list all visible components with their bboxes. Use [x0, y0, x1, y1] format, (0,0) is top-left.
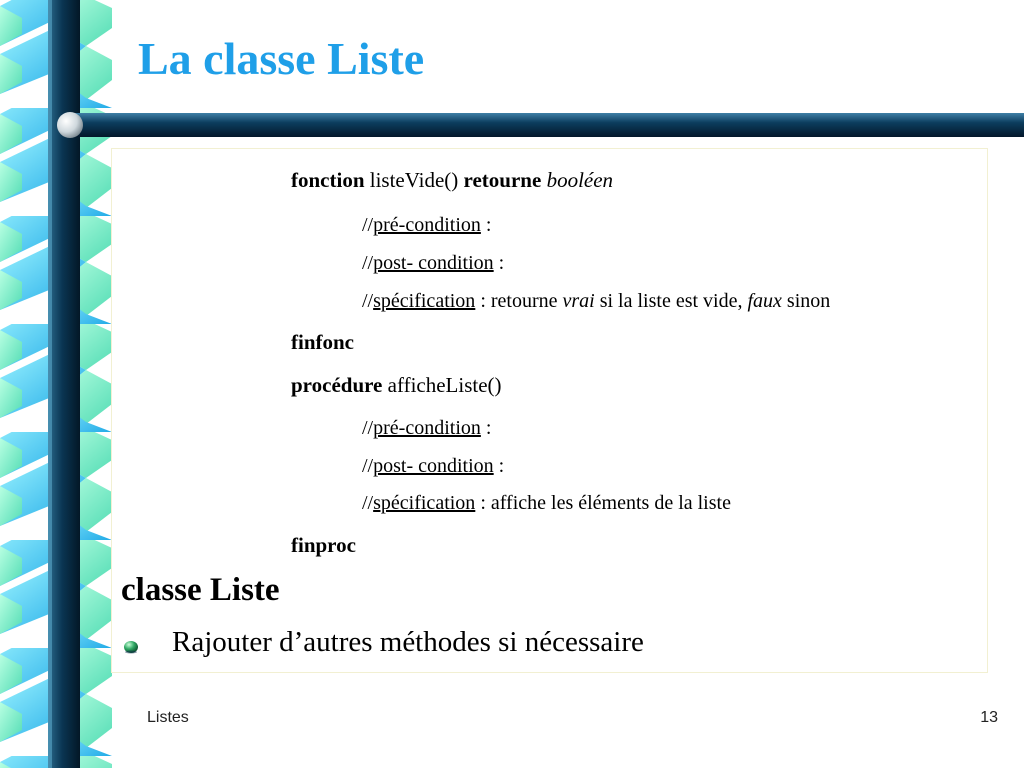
bullet-gem-icon — [123, 638, 139, 654]
code-line-specification: //spécification : affiche les éléments de la liste — [362, 492, 731, 514]
footer-section-label: Listes — [147, 709, 189, 726]
precondition-label: pré-condition — [373, 417, 481, 439]
page-number: 13 — [980, 709, 998, 726]
postcondition-label: post- condition — [373, 252, 494, 274]
code-line-precondition: //pré-condition : — [362, 214, 492, 236]
title-rule — [56, 110, 1024, 140]
return-type: booléen — [546, 168, 614, 192]
code-line-postcondition: //post- condition : — [362, 252, 505, 274]
bullet-item: Rajouter d’autres méthodes si nécessaire — [172, 626, 644, 658]
specification-label: spécification — [373, 492, 476, 514]
section-heading: classe Liste — [121, 572, 280, 608]
code-line-procedure-signature — [291, 373, 502, 398]
page-title: La classe Liste — [138, 33, 425, 84]
code-line-specification: //spécification : retourne vrai si la liste est vide, faux sinon — [362, 290, 831, 312]
code-line-precondition: //pré-condition : — [362, 417, 492, 439]
keyword-procedure: procédure — [291, 373, 383, 397]
specification-label: spécification — [373, 290, 476, 312]
keyword-finproc: finproc — [291, 533, 356, 557]
code-line-postcondition: //post- condition : — [362, 455, 505, 477]
code-line-finproc — [291, 533, 356, 558]
function-name: listeVide() — [364, 168, 464, 192]
keyword-retourne: retourne — [463, 168, 542, 192]
code-line-finfonc — [291, 330, 354, 355]
code-line-function-signature — [291, 168, 613, 193]
keyword-finfonc: finfonc — [291, 330, 354, 354]
procedure-name: afficheListe() — [382, 373, 502, 397]
precondition-label: pré-condition — [373, 214, 481, 236]
keyword-fonction: fonction — [291, 168, 365, 192]
postcondition-label: post- condition — [373, 455, 494, 477]
